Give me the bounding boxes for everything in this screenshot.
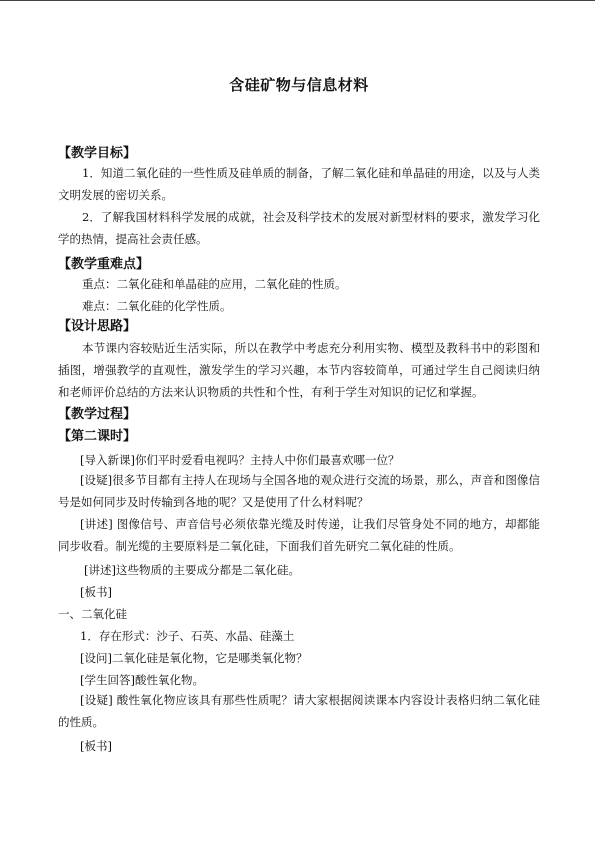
lesson2-heading: 【第二课时】 bbox=[58, 429, 137, 444]
top-border-line bbox=[0, 0, 595, 1]
objective-2: 2．了解我国材料科学发展的成就，社会及科学技术的发展对新型材料的要求，激发学习化学的热情，提高社会责任感。 bbox=[58, 210, 540, 246]
process-heading: 【教学过程】 bbox=[58, 407, 137, 422]
key-points-heading: 【教学重难点】 bbox=[58, 257, 150, 272]
section-silicon-dioxide: 一、二氧化硅 bbox=[58, 607, 127, 621]
paragraph-ask: [设问]二氧化硅是氧化物，它是哪类氧化物？ bbox=[80, 651, 308, 665]
paragraph-intro: [导入新课]你们平时爱看电视吗？主持人中你们最喜欢哪一位？ bbox=[80, 453, 400, 467]
document-title: 含硅矿物与信息材料 bbox=[229, 76, 369, 94]
paragraph-question: [设疑]很多节目都有主持人在现场与全国各地的观众进行交流的场景，那么，声音和图像信号是如何同步及时传输到各地的呢？又是使用了什么材料呢？ bbox=[58, 473, 540, 509]
difficulty: 难点：二氧化硅的化学性质。 bbox=[82, 299, 232, 313]
paragraph-narration-2: [讲述]这些物质的主要成分都是二氧化硅。 bbox=[84, 563, 300, 577]
paragraph-narration: [讲述] 图像信号、声音信号必须依靠光缆及时传递，让我们尽管身处不同的地方，却都能同步收看。制光缆的主要原料是二氧化硅，下面我们首先研究二氧化硅的性质。 bbox=[58, 517, 540, 553]
board-note-2: [板书] bbox=[80, 739, 112, 753]
paragraph-doubt: [设疑] 酸性氧化物应该具有那些性质呢？请大家根据阅读课本内容设计表格归纳二氧化硅的性质。 bbox=[58, 693, 540, 729]
board-note-1: [板书] bbox=[80, 585, 112, 599]
key-point: 重点：二氧化硅和单晶硅的应用，二氧化硅的性质。 bbox=[82, 277, 347, 291]
objective-1: 1．知道二氧化硅的一些性质及硅单质的制备，了解二氧化硅和单晶硅的用途，以及与人类文明发展的密切关系。 bbox=[58, 166, 540, 202]
design-text: 本节课内容较贴近生活实际，所以在教学中考虑充分利用实物、模型及教科书中的彩图和插图，增强教学的直观性，激发学生的学习兴趣，本节内容较简单，可通过学生自己阅读归纳和老师评价总结的方法来认识物质的共性和个性，有利于学生对知识的记忆和掌握。 bbox=[58, 341, 540, 399]
existence-forms: 1．存在形式：沙子、石英、水晶、硅藻土 bbox=[80, 629, 295, 643]
design-heading: 【设计思路】 bbox=[58, 319, 137, 334]
student-answer: [学生回答]酸性氧化物。 bbox=[80, 673, 204, 687]
objectives-heading: 【教学目标】 bbox=[58, 146, 137, 161]
